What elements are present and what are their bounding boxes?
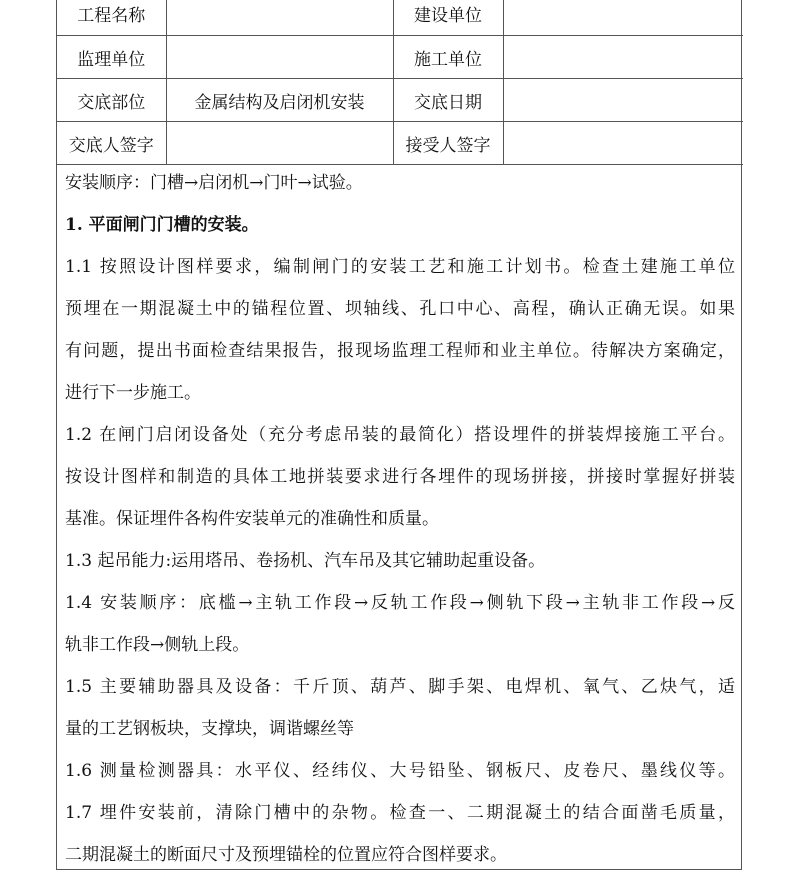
table-row	[57, 36, 743, 79]
construction-owner-label: 建设单位	[393, 0, 503, 36]
discloser-signature-label: 交底人签字	[57, 122, 166, 165]
paragraph-1-3-line: 1.3 起吊能力:运用塔吊、卷扬机、汽车吊及其它辅助起重设备。	[65, 551, 546, 571]
paragraph-1-7-line: 二期混凝土的断面尺寸及预埋锚栓的位置应符合图样要求。	[65, 845, 507, 865]
paragraph-1-1-line: 有问题，提出书面检查结果报告，报现场监理工程师和业主单位。待解决方案确定，	[65, 341, 735, 361]
technical-disclosure-sheet	[56, 0, 742, 870]
paragraph-1-5-line: 1.5 主要辅助器具及设备：千斤顶、葫芦、脚手架、电焊机、氧气、乙炔气，适	[65, 677, 735, 697]
paragraph-1-2-line: 按设计图样和制造的具体工地拼装要求进行各埋件的现场拼接，拼接时掌握好拼装	[65, 467, 735, 487]
paragraph-1-2-line: 基准。保证埋件各构件安装单元的准确性和质量。	[65, 509, 439, 529]
disclosure-part-value: 金属结构及启闭机安装	[166, 79, 393, 122]
receiver-signature-value	[503, 122, 743, 165]
paragraph-1-4-line: 1.4 安装顺序：底槛→主轨工作段→反轨工作段→侧轨下段→主轨非工作段→反	[65, 593, 735, 613]
disclosure-date-value	[503, 79, 743, 122]
disclosure-date-label: 交底日期	[393, 79, 503, 122]
table-row	[57, 0, 743, 36]
contractor-unit-value	[503, 36, 743, 79]
paragraph-1-4-line: 轨非工作段→侧轨上段。	[65, 635, 250, 655]
header-info-table	[57, 0, 743, 165]
paragraph-1-6-line: 1.6 测量检测器具：水平仪、经纬仪、大号铅坠、钢板尺、皮卷尺、墨线仪等。	[65, 761, 735, 781]
installation-order-line: 安装顺序：门槽→启闭机→门叶→试验。	[65, 173, 363, 193]
paragraph-1-2-line: 1.2 在闸门启闭设备处（充分考虑吊装的最简化）搭设埋件的拼装焊接施工平台。	[65, 425, 735, 445]
supervision-unit-value	[166, 36, 393, 79]
construction-owner-value	[503, 0, 743, 36]
paragraph-1-1-line: 预埋在一期混凝土中的锚程位置、坝轴线、孔口中心、高程，确认正确无误。如果	[65, 299, 735, 319]
table-row	[57, 79, 743, 122]
disclosure-part-label: 交底部位	[57, 79, 166, 122]
supervision-unit-label: 监理单位	[57, 36, 166, 79]
project-name-value	[166, 0, 393, 36]
paragraph-1-1-line: 进行下一步施工。	[65, 383, 201, 403]
section-title: 1. 平面闸门门槽的安装。	[65, 215, 259, 235]
discloser-signature-value	[166, 122, 393, 165]
paragraph-1-7-line: 1.7 埋件安装前，清除门槽中的杂物。检查一、二期混凝土的结合面凿毛质量，	[65, 803, 735, 823]
paragraph-1-5-line: 量的工艺钢板块，支撑块，调谐螺丝等	[65, 719, 354, 739]
project-name-label: 工程名称	[57, 0, 166, 36]
paragraph-1-1-line: 1.1 按照设计图样要求，编制闸门的安装工艺和施工计划书。检查土建施工单位	[65, 257, 735, 277]
table-row	[57, 122, 743, 165]
contractor-unit-label: 施工单位	[393, 36, 503, 79]
receiver-signature-label: 接受人签字	[393, 122, 503, 165]
